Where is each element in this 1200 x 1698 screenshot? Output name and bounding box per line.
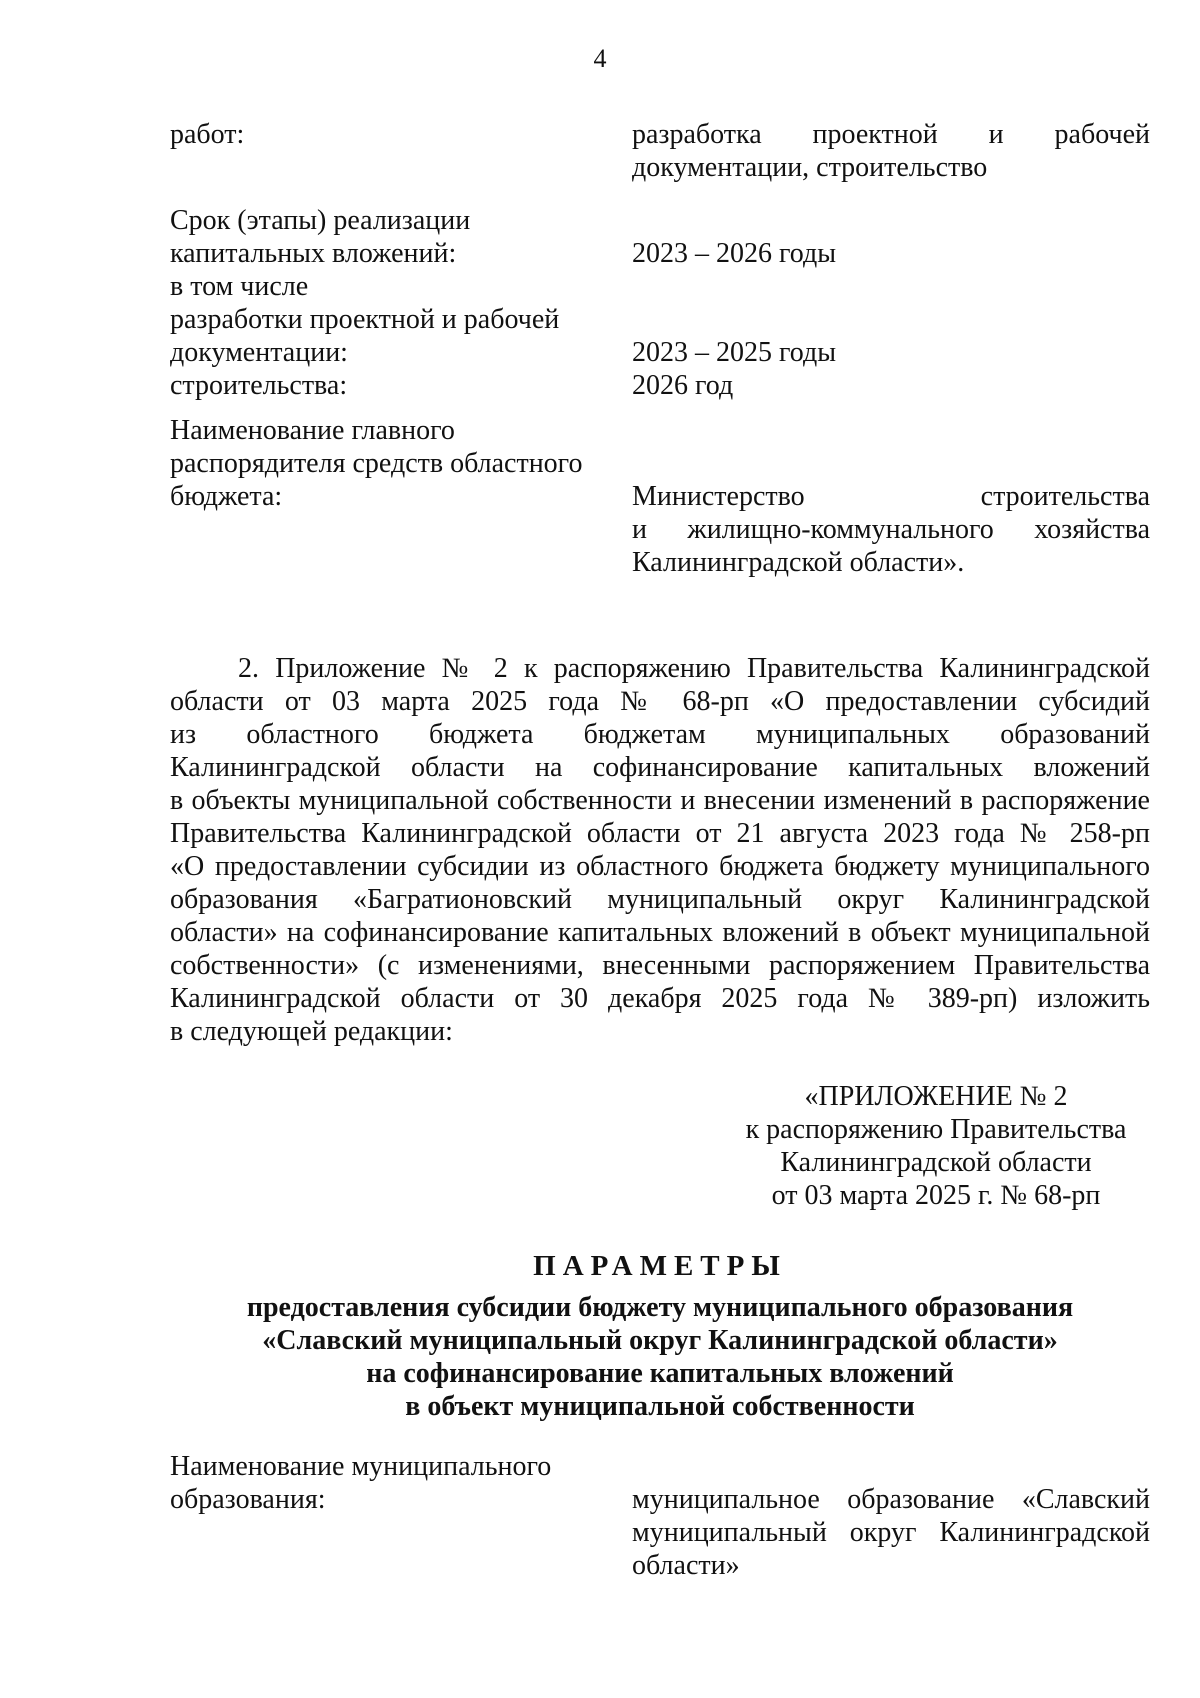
appendix-line: от 03 марта 2025 г. № 68-рп (771, 1180, 1101, 1211)
municipality-value-line: муниципальное образование «Славский (632, 1484, 1150, 1515)
appendix-line: к распоряжению Правительства (745, 1114, 1127, 1145)
admin-label-line: бюджета: (170, 481, 283, 512)
term-labels (170, 204, 610, 402)
works-value-line: разработка проектной и рабочей (632, 119, 1150, 150)
title-main: ПАРАМЕТРЫ (533, 1250, 787, 1282)
municipality-label-line: Наименование муниципального (170, 1451, 552, 1482)
works-label-text: работ: (170, 119, 245, 150)
parameters-title (170, 1250, 1150, 1423)
admin-value-line: Министерство строительства (632, 481, 1150, 512)
works-label (170, 118, 610, 151)
paragraph-2 (170, 652, 1150, 1048)
paragraph-line: в следующей редакции: (170, 1016, 453, 1047)
appendix-line: Калининградской области (780, 1147, 1092, 1178)
paragraph-line: в объекты муниципальной собственности и внесении изменений в распоряжение (170, 785, 1150, 816)
municipality-label-line: образования: (170, 1484, 326, 1515)
paragraph-line: «О предоставлении субсидии из областного бюджета бюджету муниципального (170, 851, 1150, 882)
admin-values (632, 480, 1150, 579)
works-value (632, 118, 1150, 184)
term-design-value: 2023 – 2025 годы (632, 337, 837, 368)
term-label-line: разработки проектной и рабочей (170, 304, 560, 335)
term-construction-value: 2026 год (632, 370, 734, 401)
title-line: «Славский муниципальный округ Калининградской области» (262, 1325, 1058, 1356)
title-line: на софинансирование капитальных вложений (366, 1358, 954, 1389)
paragraph-line: образования «Багратионовский муниципальный округ Калининградской (170, 884, 1150, 915)
paragraph-line: из областного бюджета бюджетам муниципальных образований (170, 719, 1150, 750)
appendix-header (700, 1080, 1200, 1212)
paragraph-line: Калининградской области на софинансирование капитальных вложений (170, 752, 1150, 783)
page-number: 4 (593, 44, 607, 73)
admin-label-line: распорядителя средств областного (170, 448, 583, 479)
works-value-line: документации, строительство (632, 152, 988, 183)
term-label-line: документации: (170, 337, 348, 368)
admin-labels (170, 414, 610, 513)
paragraph-line: области от 03 марта 2025 года № 68-рп «О предоставлении субсидий (170, 686, 1150, 717)
admin-value-line: и жилищно-коммунального хозяйства (632, 514, 1150, 545)
term-total-value: 2023 – 2026 годы (632, 238, 837, 269)
appendix-line: «ПРИЛОЖЕНИЕ № 2 (804, 1081, 1068, 1112)
municipality-values (632, 1483, 1150, 1582)
paragraph-line: Калининградской области от 30 декабря 2025 года № 389-рп) изложить (170, 983, 1150, 1014)
paragraph-line: собственности» (с изменениями, внесенными распоряжением Правительства (170, 950, 1150, 981)
paragraph-line: 2. Приложение № 2 к распоряжению Правительства Калининградской (238, 653, 1150, 684)
term-label-line: капитальных вложений: (170, 238, 457, 269)
municipality-value-line: муниципальный округ Калининградской (632, 1517, 1150, 1548)
title-line: в объект муниципальной собственности (405, 1391, 915, 1422)
term-label-line: Срок (этапы) реализации (170, 205, 471, 236)
paragraph-line: Правительства Калининградской области от 21 августа 2023 года № 258-рп (170, 818, 1150, 849)
admin-value-line: Калининградской области». (632, 547, 965, 578)
municipality-value-line: области» (632, 1550, 740, 1581)
admin-label-line: Наименование главного (170, 415, 455, 446)
municipality-labels (170, 1450, 610, 1516)
paragraph-line: области» на софинансирование капитальных вложений в объект муниципальной (170, 917, 1150, 948)
term-label-line: строительства: (170, 370, 348, 401)
term-label-line: в том числе (170, 271, 309, 302)
title-line: предоставления субсидии бюджету муниципального образования (246, 1292, 1074, 1323)
